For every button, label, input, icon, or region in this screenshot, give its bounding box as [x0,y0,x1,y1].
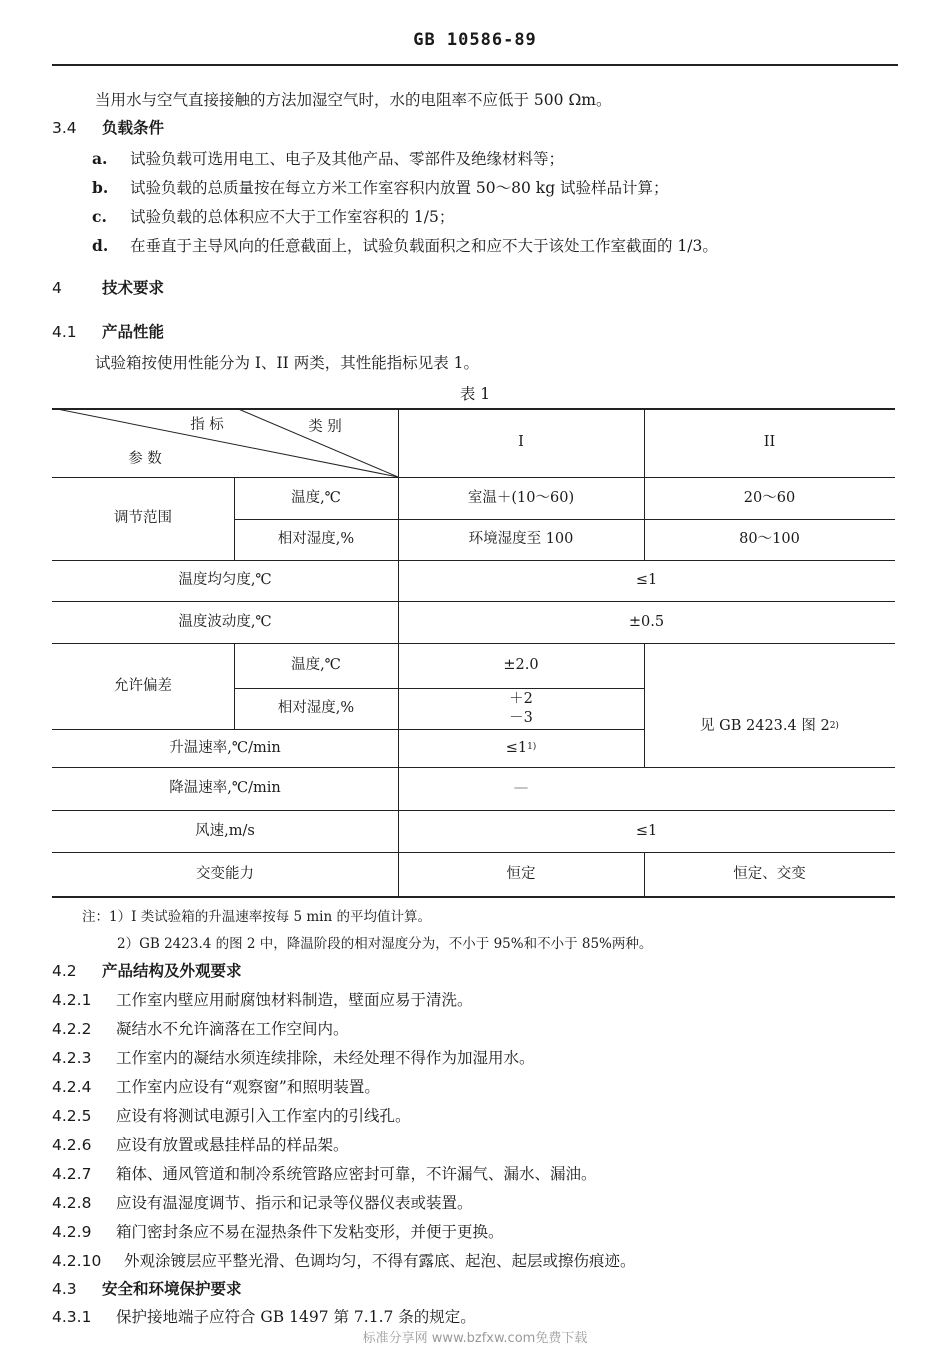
section-3-4-heading [52,116,164,138]
list-text: 试验负载的总体积应不大于工作室容积的 1/5； [130,208,455,226]
clause-item [52,1017,349,1039]
cell-cooling-c1: — [513,780,529,797]
page-header: GB 10586-89 [413,30,537,50]
cell-uniformity: ≤1 [635,572,658,589]
clause-item [52,1249,636,1271]
clause-text: 应设有放置或悬挂样品的样品架。 [116,1136,349,1154]
list-label: d. [92,236,109,255]
footnote-ref: 2) [829,720,839,731]
row-alternating: 交变能力 [196,865,254,882]
dev-c2-text: 见 GB 2423.4 图 2 [700,718,830,735]
section-4-2-heading [52,959,242,981]
clause-text: 外观涂镀层应平整光滑、色调均匀，不得有露底、起泡、起层或擦伤痕迹。 [124,1252,636,1270]
table-1 [52,408,895,898]
clause-text: 工作室内应设有“观察窗”和照明装置。 [116,1078,380,1096]
section-number: 4.3 [52,1280,77,1298]
clause-text: 保护接地端子应符合 GB 1497 第 7.1.7 条的规定。 [116,1308,476,1326]
section-4-1-text: 试验箱按使用性能分为 I、II 两类，其性能指标见表 1。 [95,354,480,372]
header-zhibiao: 指 标 [190,416,224,433]
header-canshu: 参 数 [128,450,162,467]
clause-number: 4.3.1 [52,1308,92,1326]
section-title: 产品性能 [102,323,165,341]
cell-temp-c2: 20～60 [743,489,796,506]
clause-text: 凝结水不允许滴落在工作空间内。 [116,1020,349,1038]
heating-c1-text: ≤1 [505,739,528,756]
header-rule [52,64,898,66]
list-label: b. [92,178,109,197]
dev-rh-upper: ＋2 [509,690,533,707]
cell-dev-c2 [644,643,895,810]
footnote-ref: 1) [527,742,537,753]
section-title: 产品结构及外观要求 [102,962,242,980]
section-title: 技术要求 [102,279,165,297]
cell-rh-c1: 环境湿度至 100 [468,531,574,548]
row-cooling: 降温速率,℃/min [169,780,281,797]
header-class-2: II [763,434,776,451]
section-title: 负载条件 [102,119,165,137]
cell-heating-c1 [398,729,644,767]
section-4-1-heading [52,320,164,342]
section-number: 4.1 [52,323,77,341]
row-uniformity: 温度均匀度,℃ [178,572,272,589]
cell-rh-c2: 80～100 [739,531,800,548]
clause-number: 4.2.5 [52,1107,92,1125]
clause-number: 4.2.6 [52,1136,92,1154]
clause-item [52,1046,535,1068]
clause-number: 4.2.4 [52,1078,92,1096]
section-number: 4 [52,279,62,297]
clause-number: 4.2.2 [52,1020,92,1038]
clause-text: 工作室内壁应用耐腐蚀材料制造，壁面应易于清洗。 [116,991,473,1009]
row-temp: 温度,℃ [291,489,341,506]
table-note-1: 注：1）I 类试验箱的升温速率按每 5 min 的平均值计算。 [82,909,431,925]
clause-text: 应设有将测试电源引入工作室内的引线孔。 [116,1107,411,1125]
header-class-1: I [518,434,524,451]
clause-item [52,1220,504,1242]
list-text: 在垂直于主导风向的任意截面上，试验负载面积之和应不大于该处工作室截面的 1/3。 [130,237,718,255]
cell-temp-c1: 室温＋(10～60) [467,489,575,506]
clause-item [52,1075,380,1097]
section-number: 3.4 [52,119,77,137]
clause-number: 4.2.7 [52,1165,92,1183]
cell-dev-rh-c1 [398,688,644,729]
clause-item [52,1133,349,1155]
cell-fluctuation: ±0.5 [628,613,665,630]
list-label: c. [92,207,107,226]
list-text: 试验负载可选用电工、电子及其他产品、零部件及绝缘材料等； [130,150,565,168]
cell-dev-temp-c1: ±2.0 [503,657,539,674]
clause-item [52,1191,473,1213]
clause-item [52,1305,476,1327]
list-item [92,234,718,256]
clause-item [52,988,473,1010]
dev-rh-lower: －3 [509,709,533,726]
table-note-2: 2）GB 2423.4 的图 2 中，降温阶段的相对湿度分为，不小于 95%和不小于 85%两种。 [117,936,653,952]
intro-paragraph: 当用水与空气直接接触的方法加湿空气时，水的电阻率不应低于 500 Ωm。 [95,91,612,109]
cell-wind: ≤1 [635,822,658,839]
table-rule [52,896,895,898]
watermark-footer: 标准分享网 www.bzfxw.com免费下载 [362,1331,588,1346]
table-caption: 表 1 [459,385,491,403]
section-4-heading [52,276,164,298]
list-text: 试验负载的总质量按在每立方米工作室容积内放置 50～80 kg 试验样品计算； [130,179,669,197]
clause-text: 箱体、通风管道和制冷系统管路应密封可靠，不许漏气、漏水、漏油。 [116,1165,597,1183]
section-4-3-heading [52,1277,242,1299]
section-number: 4.2 [52,962,77,980]
clause-text: 箱门密封条应不易在湿热条件下发粘变形，并便于更换。 [116,1223,504,1241]
list-label: a. [92,149,108,168]
row-heating: 升温速率,℃/min [169,739,281,756]
clause-number: 4.2.8 [52,1194,92,1212]
row-fluctuation: 温度波动度,℃ [178,613,272,630]
clause-number: 4.2.9 [52,1223,92,1241]
row-rh: 相对湿度,% [277,531,355,548]
list-item [92,205,454,227]
row-wind: 风速,m/s [195,822,255,839]
cell-alternating-c1: 恒定 [506,865,536,882]
header-leibie: 类 别 [308,418,342,435]
cell-alternating-c2: 恒定、交变 [733,865,806,882]
list-item [92,147,564,169]
list-item [92,176,669,198]
clause-item [52,1104,411,1126]
section-title: 安全和环境保护要求 [102,1280,242,1298]
clause-number: 4.2.10 [52,1252,102,1270]
clause-text: 应设有温湿度调节、指示和记录等仪器仪表或装置。 [116,1194,473,1212]
clause-number: 4.2.3 [52,1049,92,1067]
row-dev-temp: 温度,℃ [291,657,341,674]
row-deviation: 允许偏差 [114,677,172,694]
clause-item [52,1162,597,1184]
row-adjust-range: 调节范围 [114,510,172,527]
clause-number: 4.2.1 [52,991,92,1009]
clause-text: 工作室内的凝结水须连续排除，未经处理不得作为加湿用水。 [116,1049,535,1067]
row-dev-rh: 相对湿度,% [277,700,355,717]
